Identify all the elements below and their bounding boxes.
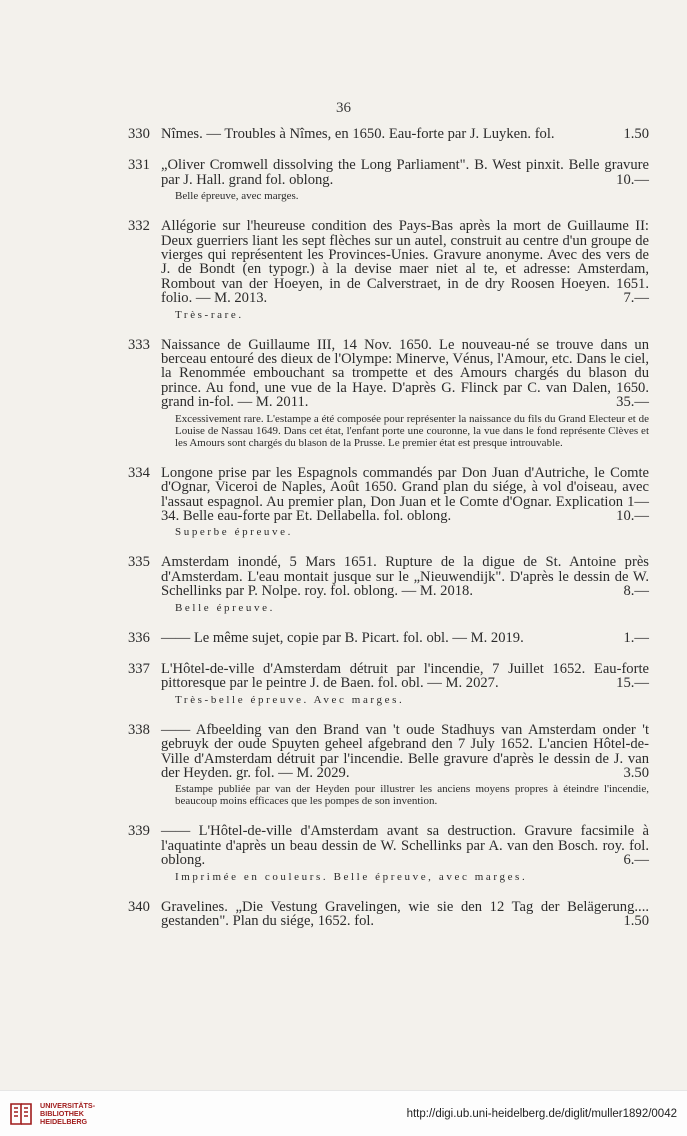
entry-text: „Oliver Cromwell dissolving the Long Parliament". B. West pinxit. Belle gravure par J. Hall. grand fol. oblong. 10.— bbox=[161, 157, 649, 188]
catalog-entries bbox=[0, 127, 687, 945]
entry-number: 338 bbox=[128, 721, 150, 738]
entry-note: Belle épreuve. bbox=[175, 601, 275, 614]
entry-number: 336 bbox=[128, 629, 150, 646]
entry-text: —— Afbeelding van den Brand van 't oude Stadhuys van Amsterdam onder 't gebruyk der oude Spuyten geheel afgebrand den 7 July 1652. L'ancien Hôtel-de-Ville d'Amsterdam détruit par l'incendie. Belle gravure d'après le dessin de J. van der Heyden. gr. fol. — M. 2029. 3.50 bbox=[161, 721, 649, 781]
entry-price: 15.— bbox=[616, 675, 649, 692]
entry-text: Longone prise par les Espagnols commandés par Don Juan d'Autriche, le Comte d'Ognar, Viceroi de Naples, Août 1650. Grand plan du siége, à vol d'oiseau, avec l'assaut espagnol. Au premier plan, Don Juan et le Comte d'Ognar. Explication 1—34. Belle eau-forte par Et. Dellabella. fol. oblong. 10.— bbox=[161, 464, 649, 524]
catalog-entry bbox=[0, 900, 687, 929]
entry-note: Excessivement rare. L'estampe a été composée pour représenter la naissance du fils du Grand Electeur et de Louise de Nassau 1649. Dans cet état, l'enfant porte une couronne, la vue dans le fond représente Clèves et les Amours sont chargés du blason de la Prusse. Le premier état est presque introuvable. bbox=[175, 412, 649, 449]
entry-price: 8.— bbox=[623, 583, 649, 600]
page-number: 36 bbox=[336, 100, 351, 116]
entry-text: 1.50 Nîmes. — Troubles à Nîmes, en 1650. Eau-forte par J. Luyken. fol. bbox=[161, 126, 649, 142]
entry-note: Superbe épreuve. bbox=[175, 526, 293, 539]
library-logo-text: UNIVERSITÄTS- BIBLIOTHEK HEIDELBERG bbox=[40, 1101, 96, 1126]
catalog-entry bbox=[0, 219, 687, 320]
page-url-link[interactable]: http://digi.ub.uni-heidelberg.de/diglit/muller1892/0042 bbox=[406, 1108, 677, 1120]
entry-number: 340 bbox=[128, 898, 150, 915]
catalog-entry bbox=[0, 631, 687, 645]
university-library-logo-icon bbox=[7, 1100, 35, 1128]
entry-number: 334 bbox=[128, 464, 150, 481]
entry-price: 3.50 bbox=[623, 764, 649, 781]
entry-note: Belle épreuve, avec marges. bbox=[175, 190, 299, 203]
entry-text: —— L'Hôtel-de-ville d'Amsterdam avant sa destruction. Gravure facsimile à l'aquatinte d'après un beau dessin de W. Schellinks par A. van den Bosch. roy. fol. oblong. 6.— bbox=[161, 823, 649, 869]
entry-price: 1.50 bbox=[623, 913, 649, 929]
entry-number: 337 bbox=[128, 660, 150, 677]
entry-price: 10.— bbox=[616, 171, 649, 188]
catalog-entry bbox=[0, 662, 687, 706]
catalog-entry bbox=[0, 824, 687, 882]
catalog-entry bbox=[0, 338, 687, 449]
catalog-entry bbox=[0, 158, 687, 202]
entry-number: 335 bbox=[128, 554, 150, 571]
entry-number: 333 bbox=[128, 336, 150, 353]
catalog-entry bbox=[0, 127, 687, 141]
entry-number: 331 bbox=[128, 157, 150, 174]
entry-price: 1.— bbox=[623, 629, 649, 646]
catalog-entry bbox=[0, 723, 687, 808]
entry-number: 332 bbox=[128, 218, 150, 235]
entry-price: 1.50 bbox=[623, 126, 649, 142]
entry-text: Naissance de Guillaume III, 14 Nov. 1650. Le nouveau-né se trouve dans un berceau entouré des dieux de l'Olympe: Minerve, Vénus, l'Amour, etc. Dans le ciel, la Renommée embouchant sa trompette et des Amours chargés du blason du prince. Au fond, une vue de la Haye. D'après G. Flinck par C. van Dalen, 1650. grand in-fol. — M. 2011. 35.— bbox=[161, 336, 649, 411]
library-footer bbox=[0, 1090, 687, 1136]
entry-text: Gravelines. „Die Vestung Gravelingen, wie sie den 12 Tag der Belägerung.... gestanden". Plan du siége, 1652. fol. 1.50 bbox=[161, 898, 649, 929]
entry-note: Imprimée en couleurs. Belle épreuve, avec marges. bbox=[175, 870, 528, 883]
entry-price: 7.— bbox=[623, 290, 649, 307]
entry-text: Allégorie sur l'heureuse condition des Pays-Bas après la mort de Guillaume II: Deux guerriers liant les sept flèches sur un autel, construit au centre d'un groupe de vierges qui représentent les Provinces-Unies. Gravure anonyme. Avec des vers de J. de Bondt (en typogr.) à la devise maer niet al te, et adresse: Amsterdam, Rombout van der Hoeyen, in de Calverstraet, in de dry Roosen Hoeyen. 1651. folio. — M. 2013. 7.— bbox=[161, 218, 649, 307]
entry-text: L'Hôtel-de-ville d'Amsterdam détruit par l'incendie, 7 Juillet 1652. Eau-forte pittoresque par le peintre J. de Baen. fol. obl. — M. 2027. 15.— bbox=[161, 660, 649, 692]
entry-number: 330 bbox=[128, 126, 150, 142]
entry-price: 6.— bbox=[623, 852, 649, 869]
entry-note: Très-belle épreuve. Avec marges. bbox=[175, 693, 405, 706]
entry-text: 1.— —— Le même sujet, copie par B. Picart. fol. obl. — M. 2019. bbox=[161, 629, 649, 646]
catalog-entry bbox=[0, 555, 687, 613]
entry-price: 35.— bbox=[616, 394, 649, 411]
entry-text: Amsterdam inondé, 5 Mars 1651. Rupture de la digue de St. Antoine près d'Amsterdam. L'eau montait jusque sur le „Nieuwendijk". D'après le dessin de W. Schellinks par P. Nolpe. roy. fol. oblong. — M. 2018. 8.— bbox=[161, 554, 649, 600]
entry-price: 10.— bbox=[616, 507, 649, 524]
entry-number: 339 bbox=[128, 823, 150, 840]
entry-note: Très-rare. bbox=[175, 308, 244, 321]
catalog-entry bbox=[0, 466, 687, 539]
entry-note: Estampe publiée par van der Heyden pour illustrer les anciens moyens propres à éteindre l'incendie, beaucoup moins efficaces que les pompes de son invention. bbox=[175, 783, 649, 808]
